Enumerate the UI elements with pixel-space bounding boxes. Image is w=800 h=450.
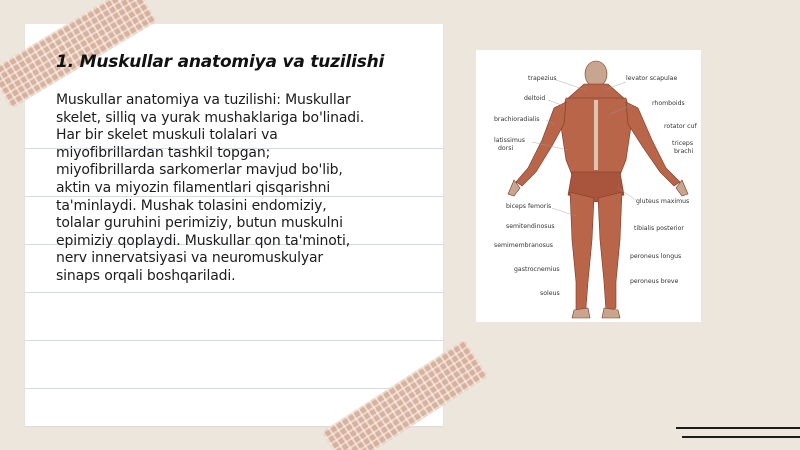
decorative-line xyxy=(676,427,800,429)
label-peroneus-brevis: peroneus breve xyxy=(630,278,679,285)
label-semitendinosus: semitendinosus xyxy=(506,223,555,230)
label-dorsi: dorsi xyxy=(498,145,514,152)
label-deltoid: deltoid xyxy=(524,95,546,102)
body-line: miyofibrillardan tashkil topgan; xyxy=(56,144,271,161)
anatomy-figure xyxy=(476,50,701,322)
label-brachioradialis: brachioradialis xyxy=(494,116,540,123)
label-trapezius: trapezius xyxy=(528,75,557,82)
paper-rule xyxy=(25,340,443,341)
body-line: nerv innervatsiyasi va neuromuskulyar xyxy=(56,250,324,267)
body-line: ta'minlaydi. Mushak tolasini endomiziy, xyxy=(56,197,327,214)
muscle-diagram xyxy=(476,50,701,322)
body-paragraph xyxy=(56,92,438,286)
body-line: Muskullar anatomiya va tuzilishi: Muskullar xyxy=(56,92,351,108)
body-line: sinaps orqali boshqariladi. xyxy=(56,267,236,284)
slide-title: 1. Muskullar anatomiya va tuzilishi xyxy=(56,52,385,72)
label-latissimus: latissimus xyxy=(494,137,525,144)
label-rhomboids: rhomboids xyxy=(652,100,685,107)
label-rotator-cuff: rotator cuf xyxy=(664,123,697,130)
label-semimembranosus: semimembranosus xyxy=(494,242,553,249)
label-biceps-femoris: biceps femoris xyxy=(506,203,552,210)
body-line: skelet, silliq va yurak mushaklariga bo'linadi. xyxy=(56,109,365,126)
label-tibialis-posterior: tibialis posterior xyxy=(634,225,684,232)
label-gastrocnemius: gastrocnemius xyxy=(514,266,560,273)
paper-rule xyxy=(25,388,443,389)
label-brachii: brachi xyxy=(674,148,694,155)
body-line: tolalar guruhini perimiziy, butun muskulni xyxy=(56,215,343,232)
label-peroneus-longus: peroneus longus xyxy=(630,253,682,260)
body-line: aktin va miyozin filamentlari qisqarishni xyxy=(56,179,331,196)
body-line: Har bir skelet muskuli tolalari va xyxy=(56,127,278,144)
body-line: miyofibrillarda sarkomerlar mavjud bo'lib, xyxy=(56,162,343,179)
label-gluteus-maximus: gluteus maximus xyxy=(636,198,690,205)
body-line: epimiziy qoplaydi. Muskullar qon ta'minoti, xyxy=(56,232,351,249)
paper-rule xyxy=(25,292,443,293)
label-soleus: soleus xyxy=(540,290,560,297)
label-triceps: triceps xyxy=(672,140,694,147)
decorative-line xyxy=(682,436,800,438)
label-levator-scapulae: levator scapulae xyxy=(626,75,678,82)
